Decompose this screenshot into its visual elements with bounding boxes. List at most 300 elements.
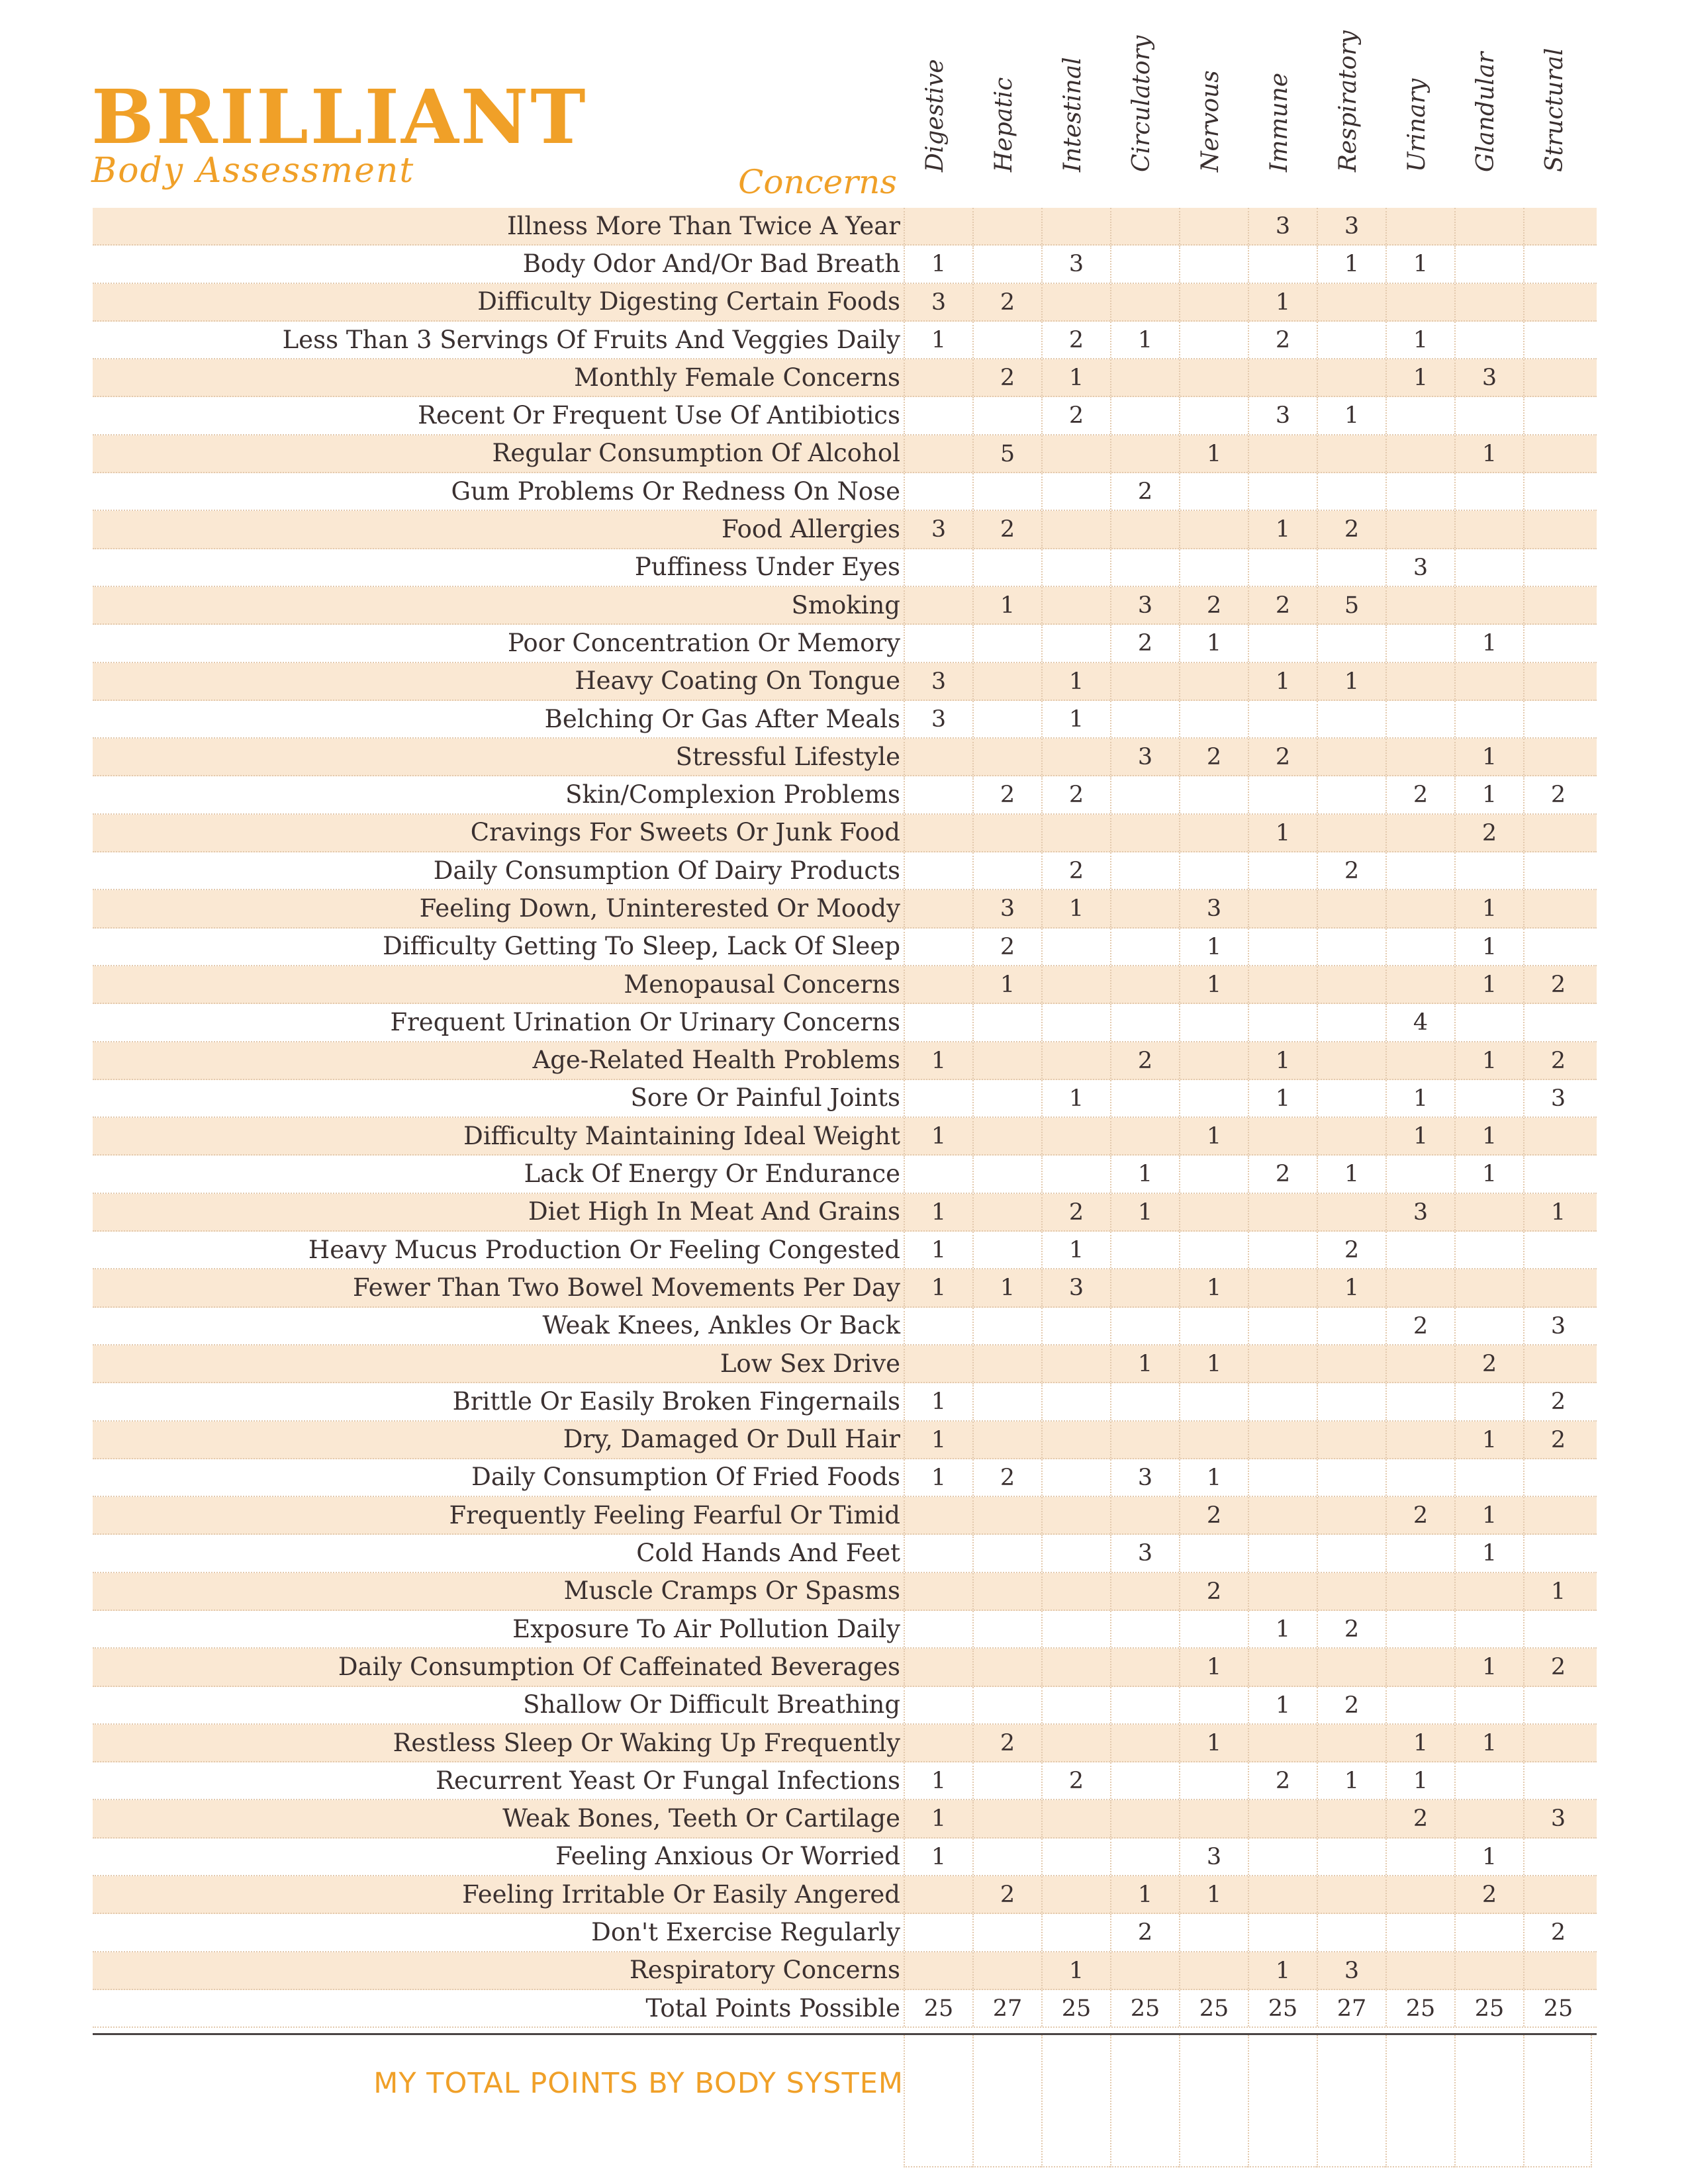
score-cell (1385, 284, 1454, 320)
score-cell (1179, 1156, 1248, 1192)
score-cell (1179, 397, 1248, 433)
score-cell: 3 (1110, 1535, 1179, 1571)
score-cell: 3 (904, 663, 972, 700)
score-cell (1523, 473, 1592, 510)
row-label: Belching Or Gas After Meals (544, 704, 900, 733)
table-row (93, 1269, 1597, 1307)
score-cell (1454, 1914, 1523, 1950)
score-cell: 2 (1110, 473, 1179, 510)
score-cell: 1 (1454, 1725, 1523, 1761)
score-cell (972, 1232, 1041, 1268)
row-label: Total Points Possible (645, 1993, 900, 2023)
row-label: Lack Of Energy Or Endurance (524, 1160, 900, 1189)
table-row (93, 1459, 1597, 1497)
score-cell (1523, 1839, 1592, 1875)
score-cell (904, 966, 972, 1003)
score-cell (1385, 966, 1454, 1003)
score-cell (1041, 1383, 1110, 1420)
score-cell (1317, 1497, 1385, 1533)
column-header-label: Hepatic (990, 77, 1017, 172)
score-cell: 2 (1248, 1762, 1317, 1799)
column-header-label: Immune (1266, 72, 1293, 172)
score-cell: 5 (1317, 587, 1385, 623)
column-header-label: Urinary (1403, 78, 1430, 172)
score-cell (1523, 435, 1592, 472)
score-cell (1110, 815, 1179, 851)
score-cell (1041, 966, 1110, 1003)
score-cell (904, 1308, 972, 1344)
score-cell (1523, 1497, 1592, 1533)
table-row (93, 549, 1597, 587)
score-cell (1523, 587, 1592, 623)
score-cell (904, 1687, 972, 1723)
score-cell (1385, 1611, 1454, 1647)
score-cell (1523, 1535, 1592, 1571)
score-cell: 2 (1248, 587, 1317, 623)
total-input-respiratory[interactable] (1317, 2035, 1385, 2167)
table-row (93, 1156, 1597, 1193)
score-cell (904, 815, 972, 851)
score-cell: 2 (1317, 1232, 1385, 1268)
row-label: Smoking (791, 590, 900, 619)
score-cell (1179, 852, 1248, 889)
score-cell: 5 (972, 435, 1041, 472)
score-cell (1523, 322, 1592, 358)
table-row (93, 1725, 1597, 1762)
brand-subtitle: Body Assessment (91, 151, 415, 191)
table-row (93, 284, 1597, 322)
score-cell (1110, 511, 1179, 547)
score-cell: 2 (1248, 739, 1317, 775)
score-cell (1385, 890, 1454, 927)
score-cell: 2 (1317, 1687, 1385, 1723)
table-row (93, 776, 1597, 814)
score-cell (1454, 852, 1523, 889)
score-cell: 2 (1454, 1876, 1523, 1913)
score-cell: 2 (1385, 1308, 1454, 1344)
score-cell: 3 (1179, 890, 1248, 927)
score-cell (972, 1345, 1041, 1382)
score-cell (1248, 1232, 1317, 1268)
row-label: Fewer Than Two Bowel Movements Per Day (352, 1273, 900, 1302)
score-cell (1179, 549, 1248, 586)
score-cell: 1 (1248, 1080, 1317, 1116)
row-label: Recurrent Yeast Or Fungal Infections (436, 1766, 900, 1795)
score-cell: 2 (1248, 322, 1317, 358)
score-cell (972, 1914, 1041, 1950)
score-cell: 2 (1454, 815, 1523, 851)
row-label: Shallow Or Difficult Breathing (523, 1690, 900, 1719)
score-cell: 2 (1179, 1573, 1248, 1610)
score-cell (1248, 1459, 1317, 1496)
score-cell (1110, 890, 1179, 927)
score-cell (1317, 1914, 1385, 1950)
score-cell: 1 (1454, 1535, 1523, 1571)
score-cell (1041, 1573, 1110, 1610)
score-cell (1317, 473, 1385, 510)
score-cell (1385, 473, 1454, 510)
score-cell (1317, 1308, 1385, 1344)
column-header-label: Digestive (921, 59, 949, 172)
score-cell: 2 (1317, 1611, 1385, 1647)
score-cell (1317, 1004, 1385, 1040)
score-cell: 2 (1385, 1497, 1454, 1533)
score-cell (972, 701, 1041, 737)
score-cell: 2 (1385, 1800, 1454, 1837)
score-cell (972, 1422, 1041, 1458)
score-cell: 3 (1041, 1269, 1110, 1306)
score-cell (1110, 1649, 1179, 1685)
score-cell (1317, 322, 1385, 358)
score-cell (1110, 1952, 1179, 1989)
score-cell: 1 (1179, 966, 1248, 1003)
score-cell: 3 (1041, 246, 1110, 282)
row-label: Weak Knees, Ankles Or Back (542, 1311, 900, 1340)
table-row (93, 397, 1597, 435)
score-cell: 25 (1454, 1990, 1523, 2026)
score-cell (1110, 1497, 1179, 1533)
score-cell: 2 (972, 929, 1041, 965)
score-cell (1385, 815, 1454, 851)
score-cell (1110, 701, 1179, 737)
footer-cells (904, 2035, 1592, 2171)
score-cell (1110, 852, 1179, 889)
table-row (93, 1042, 1597, 1080)
score-cell (1248, 1004, 1317, 1040)
column-header-label: Nervous (1197, 70, 1224, 172)
score-cell: 1 (1385, 1080, 1454, 1116)
score-cell (1110, 1232, 1179, 1268)
score-cell (1248, 1308, 1317, 1344)
score-cell: 3 (1110, 1459, 1179, 1496)
score-cell (1385, 1839, 1454, 1875)
score-cell (1179, 1800, 1248, 1837)
score-cell: 2 (1041, 322, 1110, 358)
score-cell (1385, 929, 1454, 965)
row-label: Difficulty Getting To Sleep, Lack Of Sleep (383, 932, 900, 961)
score-cell: 1 (1248, 1042, 1317, 1079)
total-input-structural[interactable] (1523, 2035, 1592, 2167)
score-cell (1110, 284, 1179, 320)
score-cell: 1 (1454, 625, 1523, 661)
score-cell (972, 1535, 1041, 1571)
score-cell (904, 473, 972, 510)
table-row (93, 1308, 1597, 1345)
table-row (93, 1573, 1597, 1611)
total-input-hepatic[interactable] (972, 2035, 1041, 2167)
score-cell (1385, 397, 1454, 433)
table-row (93, 1004, 1597, 1042)
table-row (93, 1952, 1597, 1990)
score-cell (1385, 1383, 1454, 1420)
score-cell (1041, 815, 1110, 851)
score-cell (1385, 208, 1454, 244)
score-cell (1041, 1687, 1110, 1723)
score-cell: 1 (1179, 1459, 1248, 1496)
score-cell (1385, 1345, 1454, 1382)
score-cell (1041, 1042, 1110, 1079)
row-label: Age-Related Health Problems (532, 1046, 900, 1075)
brand-title: BRILLIANT (91, 74, 588, 161)
score-cell (1110, 1573, 1179, 1610)
total-input-glandular[interactable] (1454, 2035, 1523, 2167)
score-cell: 2 (1523, 966, 1592, 1003)
score-cell (1317, 1649, 1385, 1685)
score-cell (1454, 1800, 1523, 1837)
score-cell: 1 (904, 1839, 972, 1875)
score-cell: 1 (904, 246, 972, 282)
score-cell: 1 (1179, 435, 1248, 472)
score-cell: 1 (1523, 1573, 1592, 1610)
score-cell (972, 739, 1041, 775)
row-label: Sore Or Painful Joints (630, 1083, 900, 1113)
score-cell: 2 (972, 1459, 1041, 1496)
row-label: Diet High In Meat And Grains (528, 1197, 900, 1226)
brand (91, 74, 588, 191)
score-cell (1179, 1004, 1248, 1040)
score-cell (1248, 1269, 1317, 1306)
row-label: Frequent Urination Or Urinary Concerns (390, 1007, 900, 1036)
score-cell (972, 1042, 1041, 1079)
score-cell (1317, 1345, 1385, 1382)
score-cell: 2 (1523, 1649, 1592, 1685)
score-cell (904, 890, 972, 927)
score-cell: 2 (1179, 739, 1248, 775)
score-cell (1385, 701, 1454, 737)
score-cell (972, 815, 1041, 851)
score-cell (1523, 1269, 1592, 1306)
score-cell (1248, 1800, 1317, 1837)
score-cell (1454, 1687, 1523, 1723)
score-cell (1454, 1194, 1523, 1230)
row-label: Cravings For Sweets Or Junk Food (470, 818, 900, 847)
score-cell: 3 (1110, 587, 1179, 623)
row-label: Daily Consumption Of Dairy Products (433, 856, 900, 885)
score-cell (904, 776, 972, 813)
score-cell (1179, 776, 1248, 813)
score-cell (1041, 587, 1110, 623)
score-cell (1179, 511, 1248, 547)
score-cell: 1 (972, 587, 1041, 623)
table-row (93, 1839, 1597, 1876)
score-cell (1179, 1422, 1248, 1458)
score-cell (1317, 1422, 1385, 1458)
score-cell (1041, 208, 1110, 244)
score-cell (1523, 1118, 1592, 1154)
score-cell (1523, 549, 1592, 586)
score-cell (972, 1080, 1041, 1116)
score-cell (1317, 701, 1385, 737)
score-cell (1454, 587, 1523, 623)
score-cell (904, 625, 972, 661)
score-cell (1317, 1535, 1385, 1571)
score-cell (1248, 1914, 1317, 1950)
table-row (93, 1232, 1597, 1269)
score-cell (1454, 663, 1523, 700)
score-cell (1041, 1611, 1110, 1647)
score-cell: 25 (1179, 1990, 1248, 2026)
score-cell (972, 1497, 1041, 1533)
score-cell (1179, 208, 1248, 244)
table-row (93, 208, 1597, 246)
score-cell (1385, 625, 1454, 661)
score-cell (1248, 966, 1317, 1003)
score-cell (1179, 1080, 1248, 1116)
score-cell (1385, 1232, 1454, 1268)
score-cell: 1 (1041, 359, 1110, 396)
score-cell (972, 663, 1041, 700)
row-label: Feeling Irritable Or Easily Angered (462, 1880, 900, 1909)
column-header-label: Circulatory (1128, 35, 1155, 172)
score-cell: 2 (1041, 776, 1110, 813)
score-cell (1317, 1383, 1385, 1420)
score-cell: 1 (1454, 776, 1523, 813)
score-cell: 25 (1041, 1990, 1110, 2026)
score-cell: 1 (1248, 1687, 1317, 1723)
score-cell (1179, 322, 1248, 358)
column-header-immune (1248, 26, 1317, 199)
score-cell (904, 1573, 972, 1610)
score-cell: 1 (1248, 815, 1317, 851)
score-cell: 1 (1523, 1194, 1592, 1230)
table-row (93, 511, 1597, 549)
score-cell (972, 852, 1041, 889)
score-cell (1041, 1459, 1110, 1496)
table-row (93, 1762, 1597, 1800)
table-row (93, 1914, 1597, 1952)
score-cell (1523, 625, 1592, 661)
score-cell (1317, 1118, 1385, 1154)
score-cell (1454, 473, 1523, 510)
score-cell (1248, 246, 1317, 282)
score-cell: 1 (1041, 1080, 1110, 1116)
total-input-intestinal[interactable] (1041, 2035, 1110, 2167)
score-cell (1454, 1232, 1523, 1268)
score-cell (904, 1876, 972, 1913)
score-cell (972, 549, 1041, 586)
score-cell (1523, 1876, 1592, 1913)
score-cell (1179, 1042, 1248, 1079)
row-label: Weak Bones, Teeth Or Cartilage (502, 1804, 900, 1833)
score-cell (1317, 1080, 1385, 1116)
row-label: Menopausal Concerns (624, 970, 900, 999)
score-cell (1041, 1800, 1110, 1837)
table-row (93, 701, 1597, 739)
score-cell: 1 (904, 1422, 972, 1458)
column-header-nervous (1179, 26, 1248, 199)
column-header-digestive (904, 26, 972, 199)
score-cell (1523, 1725, 1592, 1761)
table-row (93, 587, 1597, 625)
table-row (93, 890, 1597, 928)
score-cell: 27 (972, 1990, 1041, 2026)
total-input-circulatory[interactable] (1110, 2035, 1179, 2167)
score-cell (1041, 1345, 1110, 1382)
score-cell (1179, 1687, 1248, 1723)
column-header-label: Respiratory (1335, 30, 1362, 172)
score-cell (972, 1611, 1041, 1647)
score-cell (1041, 1649, 1110, 1685)
score-cell (1317, 966, 1385, 1003)
score-cell (972, 1118, 1041, 1154)
score-cell: 3 (1385, 1194, 1454, 1230)
score-cell: 1 (1385, 322, 1454, 358)
score-cell (1523, 739, 1592, 775)
score-cell (1248, 1422, 1317, 1458)
total-input-immune[interactable] (1248, 2035, 1317, 2167)
score-cell (1110, 1762, 1179, 1799)
table-row (93, 1990, 1597, 2028)
score-cell (1041, 625, 1110, 661)
row-label: Heavy Mucus Production Or Feeling Congested (308, 1235, 900, 1264)
score-cell: 1 (904, 1118, 972, 1154)
score-cell (1041, 1535, 1110, 1571)
total-input-urinary[interactable] (1385, 2035, 1454, 2167)
score-cell (1523, 1232, 1592, 1268)
score-cell (972, 397, 1041, 433)
score-cell (1317, 1800, 1385, 1837)
score-cell: 1 (1385, 246, 1454, 282)
score-cell: 2 (1179, 587, 1248, 623)
score-cell: 3 (1317, 208, 1385, 244)
score-cell: 2 (1523, 1914, 1592, 1950)
score-cell (1385, 739, 1454, 775)
score-cell (1179, 1914, 1248, 1950)
score-cell (904, 1156, 972, 1192)
score-cell (1110, 1611, 1179, 1647)
score-cell (904, 1497, 972, 1533)
score-cell (1454, 1611, 1523, 1647)
row-label: Respiratory Concerns (629, 1956, 900, 1985)
score-cell (1041, 1308, 1110, 1344)
score-cell (1523, 284, 1592, 320)
score-cell: 1 (1454, 1156, 1523, 1192)
score-cell (1317, 1194, 1385, 1230)
score-cell (1248, 1535, 1317, 1571)
score-cell (972, 1156, 1041, 1192)
score-cell: 2 (1317, 852, 1385, 889)
row-label: Don't Exercise Regularly (591, 1918, 900, 1946)
score-cell: 3 (1523, 1308, 1592, 1344)
row-label: Monthly Female Concerns (574, 363, 900, 392)
score-cell (1454, 511, 1523, 547)
score-cell (1041, 1497, 1110, 1533)
score-cell: 1 (904, 322, 972, 358)
score-cell (1454, 1573, 1523, 1610)
table-row (93, 1080, 1597, 1118)
score-cell (1110, 1080, 1179, 1116)
column-header-label: Glandular (1472, 52, 1499, 172)
score-cell: 3 (1454, 359, 1523, 396)
score-cell: 1 (1041, 890, 1110, 927)
score-cell: 1 (1385, 359, 1454, 396)
total-input-digestive[interactable] (904, 2035, 972, 2167)
score-cell (1248, 890, 1317, 927)
score-cell (1317, 1725, 1385, 1761)
score-cell (1179, 1611, 1248, 1647)
score-cell (1454, 246, 1523, 282)
score-cell (972, 1762, 1041, 1799)
total-input-nervous[interactable] (1179, 2035, 1248, 2167)
score-cell (1179, 1308, 1248, 1344)
score-cell (1317, 625, 1385, 661)
score-cell (1385, 1535, 1454, 1571)
score-cell (1454, 1762, 1523, 1799)
score-cell: 25 (1385, 1990, 1454, 2026)
table-row (93, 435, 1597, 473)
score-cell (1454, 208, 1523, 244)
score-cell: 2 (1110, 1042, 1179, 1079)
